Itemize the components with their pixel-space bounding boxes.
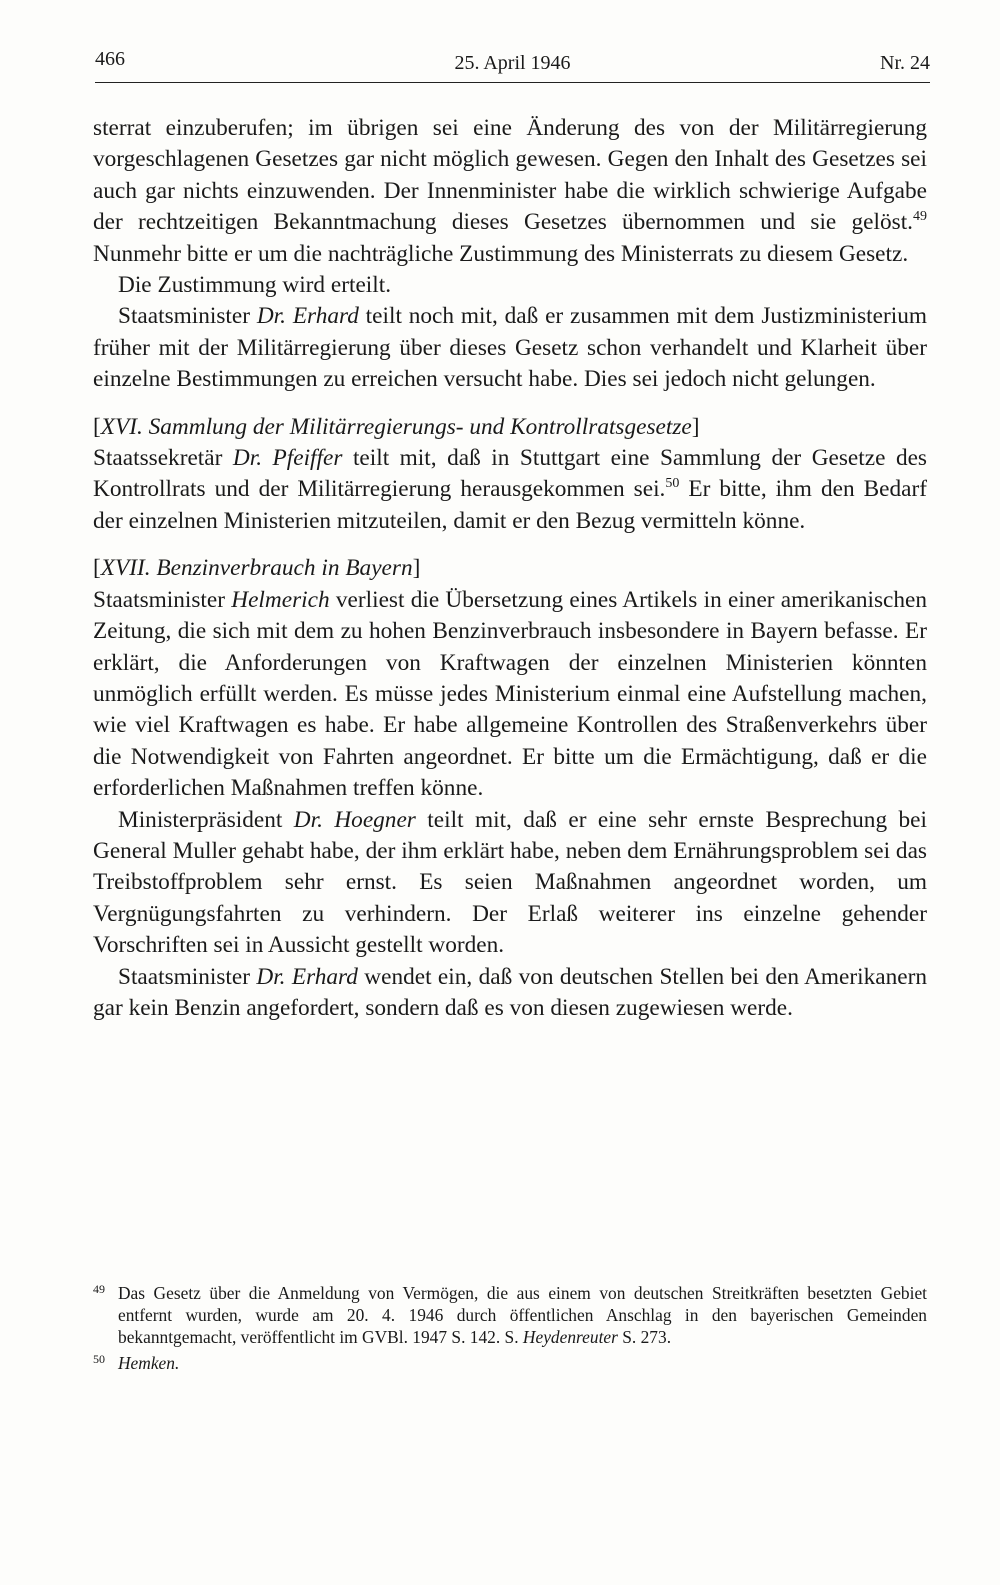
person-name: Dr. Erhard bbox=[256, 303, 359, 330]
section-heading: [XVI. Sammlung der Militärregierungs- und Kontrollratsgesetze] bbox=[93, 413, 700, 440]
paragraph: Ministerpräsident Dr. Hoegner teilt mit, daß er eine sehr ernste Besprechung bei General Muller gehabt habe, der ihm erklärt habe, neben dem Ernährungsproblem sei das Treibstoffproblem sehr ernst. Es seien Maßnahmen angeordnet worden, um Vergnügungsfahrten zu verhindern. Der Erlaß weiterer ins einzelne gehender Vorschriften sei in Aussicht gestellt worden. bbox=[93, 806, 927, 959]
person-name: Dr. Erhard bbox=[256, 963, 358, 990]
issue-number: Nr. 24 bbox=[880, 52, 930, 74]
person-name: Dr. Hoegner bbox=[293, 806, 416, 833]
main-text bbox=[93, 113, 927, 1024]
person-name: Helmerich bbox=[231, 586, 330, 613]
footnote-number: 49 bbox=[93, 1282, 105, 1296]
paragraph: Staatssekretär Dr. Pfeiffer teilt mit, daß in Stuttgart eine Sammlung der Gesetze des Kontrollrats und der Militärregierung herausgekommen sei.$^{50}$ Er bitte, ihm den Bedarf der einzelnen Ministerien mitzuteilen, damit er den Bezug vermitteln könne. bbox=[93, 445, 927, 534]
footnotes bbox=[93, 1282, 927, 1374]
paragraph: Die Zustimmung wird erteilt. bbox=[118, 272, 392, 299]
paragraph: Staatsminister Dr. Erhard wendet ein, daß von deutschen Stellen bei den Amerikanern gar kein Benzin angefordert, sondern daß es von diesen zugewiesen werde. bbox=[93, 963, 927, 1021]
footnote: 49 Das Gesetz über die Anmeldung von Vermögen, die aus einem von deutschen Streitkräften besetzten Gebiet entfernt wurden, wurde am 20. 4. 1946 durch öffentlichen Anschlag in den bayerischen Gemeinden bekanntgemacht, veröffentlicht im GVBl. 1947 S. 142. S. Heydenreuter S. 273. bbox=[93, 1282, 927, 1348]
paragraph: sterrat einzuberufen; im übrigen sei eine Änderung des von der Militärregierung vorgeschlagenen Gesetzes gar nicht möglich gewesen. Gegen den Inhalt des Gesetzes sei auch gar nichts einzuwenden. Der Innenminister habe die wirklich schwierige Aufgabe der rechtzeitigen Bekanntmachung dieses Gesetzes übernommen und sie gelöst.$^{49}$ Nunmehr bitte er um die nachträgliche Zustimmung des Ministerrats zu diesem Gesetz. bbox=[93, 115, 927, 267]
citation: Hemken. bbox=[118, 1353, 180, 1373]
header-date: 25. April 1946 bbox=[454, 52, 571, 74]
section-heading: [XVII. Benzinverbrauch in Bayern] bbox=[93, 555, 421, 582]
paragraph: Staatsminister Helmerich verliest die Übersetzung eines Artikels in einer amerikanischen Zeitung, die sich mit dem zu hohen Benzinverbrauch insbesondere in Bayern befasse. Er erklärt, die Anforderungen von Kraftwagen der einzelnen Ministerien könnten unmöglich erfüllt werden. Es müsse jedes Ministerium einmal eine Aufstellung machen, wie viel Kraftwagen es habe. Er habe allgemeine Kontrollen des Straßenverkehrs über die Notwendigkeit von Fahrten angeordnet. Er bitte um die Ermächtigung, daß er die erforderlichen Maßnahmen treffen könne. bbox=[93, 586, 927, 802]
footnote bbox=[93, 1352, 927, 1374]
footnote-ref: 49 bbox=[913, 209, 927, 225]
footnote-ref: 50 bbox=[665, 476, 680, 492]
page-number: 466 bbox=[95, 48, 125, 70]
running-header bbox=[95, 48, 930, 83]
citation: Heydenreuter bbox=[522, 1327, 618, 1347]
person-name: Dr. Pfeiffer bbox=[232, 445, 343, 472]
paragraph: Staatsminister Dr. Erhard teilt noch mit, daß er zusammen mit dem Justizministerium früher mit der Militärregierung über dieses Gesetz schon verhandelt und Klarheit über einzelne Bestimmungen zu erreichen versucht habe. Dies sei jedoch nicht gelungen. bbox=[93, 303, 927, 393]
footnote-number: 50 bbox=[93, 1352, 105, 1366]
